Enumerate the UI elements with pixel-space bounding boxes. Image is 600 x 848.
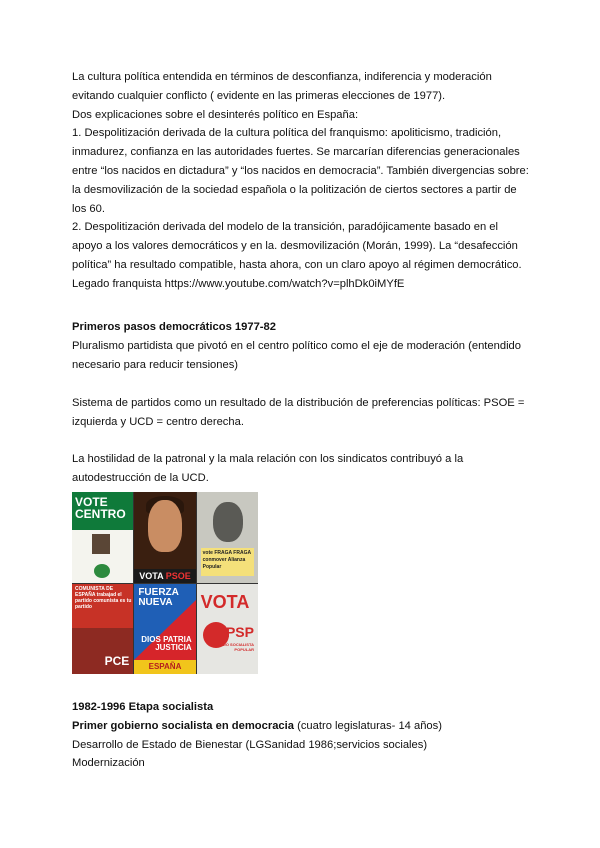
poster-subtitle: PARTIDO SOCIALISTA POPULAR — [211, 641, 254, 652]
text-line: necesario para reducir tensiones) — [72, 358, 239, 371]
slogan-party: PSOE — [165, 570, 191, 581]
text-line: autodestrucción de la UCD. — [72, 471, 209, 484]
text-line: entre “los nacidos en dictadura” y “los nacidos en democracia”. También divergencias sobre: — [72, 164, 529, 177]
text-line: la desmovilización de la sociedad española o la politización de ciertos sectores a partir de — [72, 183, 517, 196]
section-socialist-stage — [72, 698, 532, 773]
poster-psp — [197, 584, 258, 675]
text-line: Modernización — [72, 757, 145, 770]
text-line: 2. Despolitización derivada del modelo de la transición, paradójicamente basado en el — [72, 221, 499, 234]
poster-logo: PSP — [225, 623, 254, 640]
poster-ucd — [72, 492, 133, 583]
text-line: 1. Despolitización derivada de la cultura política del franquismo: apoliticismo, tradición, — [72, 127, 502, 140]
text-line: apoyo a los valores democráticos y en la. desmovilización (Morán, 1999). La “desafección — [72, 240, 518, 253]
poster-heading: VOTE CENTRO — [72, 492, 133, 530]
text-line: Sistema de partidos como un resultado de la distribución de preferencias políticas: PSOE = — [72, 397, 525, 409]
poster-ap — [197, 492, 258, 583]
intro-text — [72, 68, 532, 294]
poster-footer: ESPAÑA — [134, 660, 195, 674]
portrait-face — [213, 502, 243, 542]
poster-heading: FUERZA NUEVA — [138, 586, 179, 608]
poster-slogan: vote FRAGA FRAGA conmover Alianza Popular — [201, 548, 254, 576]
text-line: Desarrollo de Estado de Bienestar (LGSanidad 1986;servicios sociales) — [72, 738, 428, 751]
portrait-face — [148, 500, 182, 552]
text-line — [72, 717, 532, 736]
election-posters-collage — [72, 492, 258, 674]
text-line: inmadurez, confianza en las autoridades fuertes. Se marcarían diferencias generacionales — [72, 146, 520, 159]
poster-text: COMUNISTA DE ESPAÑA trabajad el partido comunista es tu partido — [75, 585, 132, 610]
poster-slogan — [134, 569, 195, 583]
ucd-paragraph — [72, 450, 532, 488]
text-line: evitando cualquier conflicto ( evidente en las primeras elecciones de 1977). — [72, 89, 446, 102]
subheading-rest: (cuatro legislaturas- 14 años) — [293, 719, 442, 732]
poster-heading: VOTA — [200, 591, 250, 612]
subheading-bold: Primer gobierno socialista en democracia — [72, 719, 294, 732]
poster-fuerza-nueva — [134, 584, 195, 675]
section-early-democracy — [72, 318, 532, 374]
poster-psoe — [134, 492, 195, 583]
poster-logo: PCE — [104, 654, 130, 668]
text-line: Dos explicaciones sobre el desinterés político en España: — [72, 108, 359, 121]
slogan-vote: VOTA — [139, 570, 166, 581]
party-logo-icon — [94, 564, 110, 578]
text-line: La hostilidad de la patronal y la mala relación con los sindicatos contribuyó a la — [72, 453, 464, 465]
poster-pce — [72, 584, 133, 675]
text-line: Pluralismo partidista que pivotó en el centro político como el eje de moderación (entendido — [72, 339, 522, 352]
section-heading: Primeros pasos democráticos 1977-82 — [72, 321, 276, 333]
poster-slogan: DIOS PATRIA JUSTICIA — [141, 634, 192, 652]
text-line: izquierda y UCD = centro derecha. — [72, 415, 244, 428]
text-line: política” ha resultado compatible, hasta ahora, con un claro apoyo al régimen democrático. — [72, 258, 522, 271]
section-heading: 1982-1996 Etapa socialista — [72, 701, 214, 713]
candidate-photo — [92, 534, 110, 554]
text-line: Legado franquista https://www.youtube.com/watch?v=plhDk0iMYfE — [72, 277, 405, 290]
text-line: La cultura política entendida en términos de desconfianza, indiferencia y moderación — [72, 71, 492, 83]
party-system-paragraph — [72, 394, 532, 432]
text-line: los 60. — [72, 202, 105, 215]
